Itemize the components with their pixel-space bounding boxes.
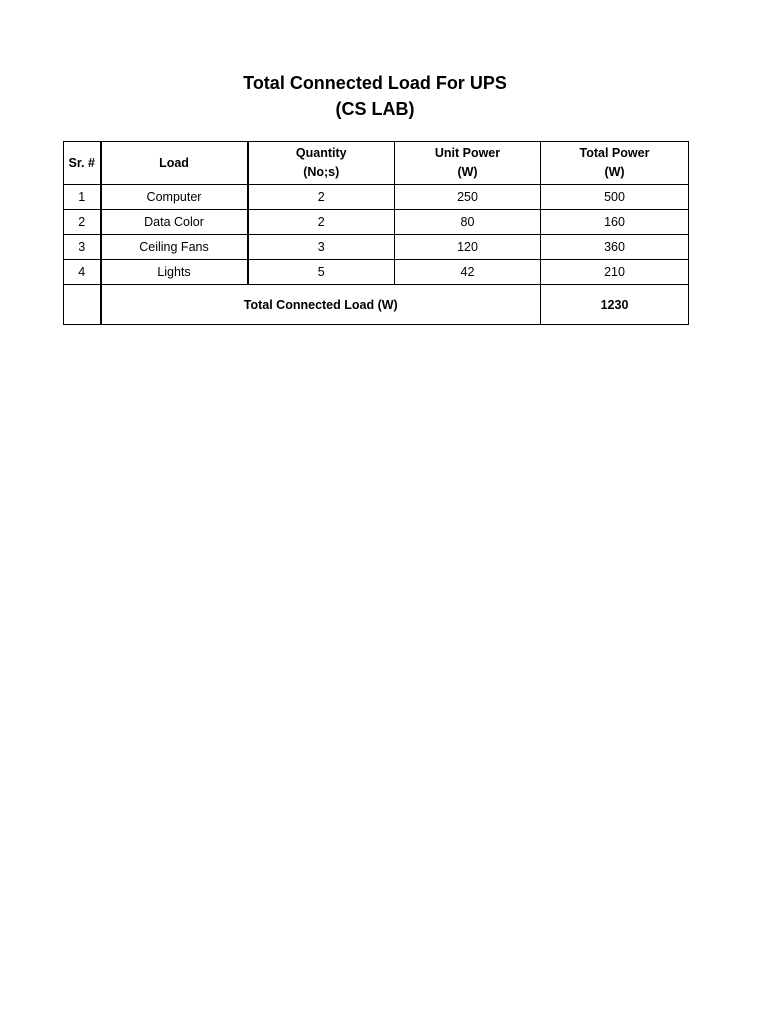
cell-unit-power: 120 xyxy=(395,235,541,260)
cell-load: Computer xyxy=(101,185,248,210)
cell-quantity: 3 xyxy=(248,235,395,260)
cell-total-empty xyxy=(64,285,101,325)
cell-load: Lights xyxy=(101,260,248,285)
cell-unit-power: 80 xyxy=(395,210,541,235)
cell-sr: 2 xyxy=(64,210,101,235)
cell-quantity: 2 xyxy=(248,185,395,210)
table-row xyxy=(64,210,689,235)
title-line-sub: (CS LAB) xyxy=(335,99,415,119)
header-quantity xyxy=(248,142,395,185)
document-title xyxy=(0,70,750,122)
total-value: 1230 xyxy=(541,285,689,325)
cell-total-power: 500 xyxy=(541,185,689,210)
header-sr: Sr. # xyxy=(64,142,101,185)
cell-unit-power: 42 xyxy=(395,260,541,285)
cell-quantity: 2 xyxy=(248,210,395,235)
header-unit-power xyxy=(395,142,541,185)
cell-sr: 4 xyxy=(64,260,101,285)
total-label: Total Connected Load (W) xyxy=(101,285,541,325)
header-quantity-label: Quantity xyxy=(295,146,347,160)
cell-sr: 3 xyxy=(64,235,101,260)
cell-unit-power: 250 xyxy=(395,185,541,210)
header-unit-power-unit: (W) xyxy=(457,165,478,179)
table-row xyxy=(64,235,689,260)
cell-load: Data Color xyxy=(101,210,248,235)
cell-total-power: 210 xyxy=(541,260,689,285)
header-total-power-unit: (W) xyxy=(604,165,625,179)
table-total-row xyxy=(64,285,689,325)
load-table xyxy=(63,141,689,325)
cell-load: Ceiling Fans xyxy=(101,235,248,260)
header-quantity-unit: (No;s) xyxy=(303,165,340,179)
header-total-power-label: Total Power xyxy=(579,146,650,160)
cell-sr: 1 xyxy=(64,185,101,210)
cell-quantity: 5 xyxy=(248,260,395,285)
title-line-main: Total Connected Load For UPS xyxy=(243,73,507,93)
header-total-power xyxy=(541,142,689,185)
cell-total-power: 160 xyxy=(541,210,689,235)
table-row xyxy=(64,185,689,210)
cell-total-power: 360 xyxy=(541,235,689,260)
table-row xyxy=(64,260,689,285)
header-unit-power-label: Unit Power xyxy=(434,146,501,160)
header-load: Load xyxy=(101,142,248,185)
table-header-row xyxy=(64,142,689,185)
